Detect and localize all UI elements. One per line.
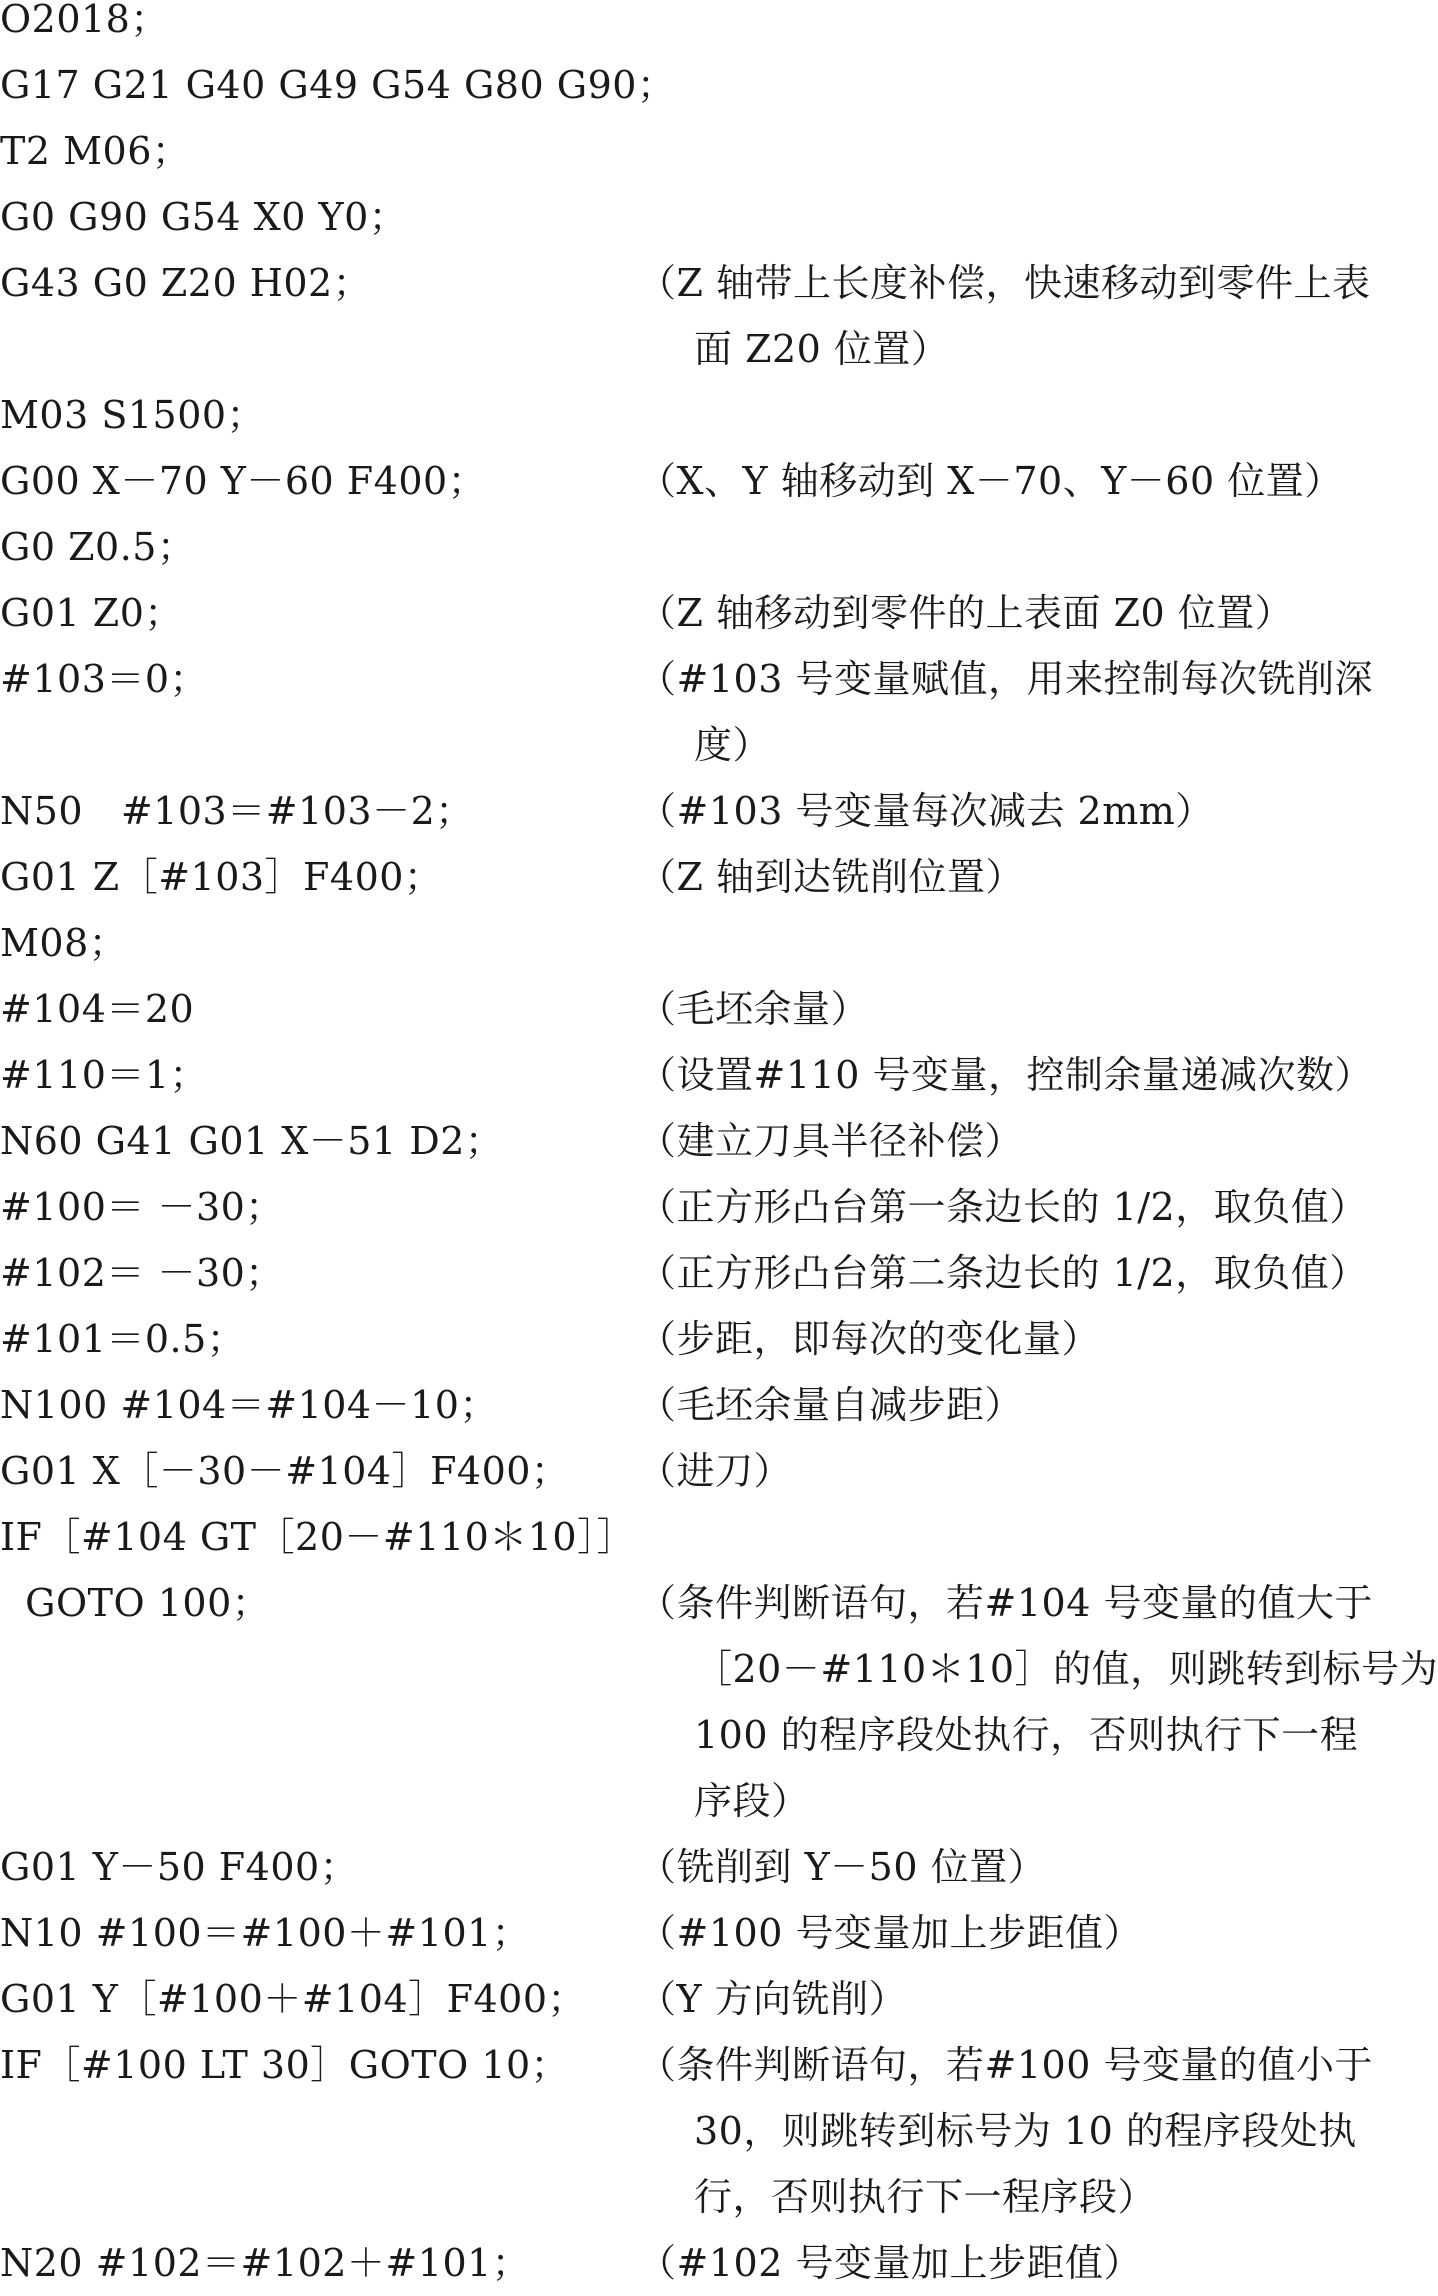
code-line: G01 Z［#103］F400； [0,855,443,899]
code-line: M03 S1500； [0,393,266,437]
code-line: O2018； [0,0,169,41]
code-line: G01 X［－30－#104］F400； [0,1449,570,1493]
code-line: N20 #102＝#102＋#101； [0,2241,531,2285]
comment-line: （毛坯余量） [638,987,870,1031]
code-line: N100 #104＝#104－10； [0,1383,498,1427]
code-line: G0 G90 G54 X0 Y0； [0,195,408,239]
code-line: #103＝0； [0,657,209,701]
code-line: G01 Y－50 F400； [0,1845,359,1889]
code-line: G17 G21 G40 G49 G54 G80 G90； [0,63,676,107]
comment-line: 面 Z20 位置） [694,327,950,371]
code-line: G00 X－70 Y－60 F400； [0,459,487,503]
comment-line: （设置#110 号变量，控制余量递减次数） [638,1053,1373,1097]
code-line: N10 #100＝#100＋#101； [0,1911,531,1955]
code-line: M08； [0,921,128,965]
comment-line: （条件判断语句，若#100 号变量的值小于 [638,2043,1373,2087]
comment-line: 序段） [694,1779,810,1823]
comment-line: （#102 号变量加上步距值） [638,2241,1142,2285]
comment-line: 30，则跳转到标号为 10 的程序段处执 [694,2109,1357,2153]
comment-line: （步距，即每次的变化量） [638,1317,1101,1361]
comment-line: （建立刀具半径补偿） [638,1119,1024,1163]
code-line: IF［#104 GT［20－#110＊10］］ [0,1515,636,1559]
code-line: G01 Y［#100＋#104］F400； [0,1977,587,2021]
code-line: N50 #103＝#103－2； [0,789,474,833]
comment-line: （Z 轴移动到零件的上表面 Z0 位置） [638,591,1294,635]
code-line: #102＝ －30； [0,1251,284,1295]
comment-line: （#103 号变量赋值，用来控制每次铣削深 [638,657,1373,701]
comment-line: （毛坯余量自减步距） [638,1383,1024,1427]
comment-line: （Z 轴到达铣削位置） [638,855,1024,899]
comment-line: 度） [694,723,772,767]
comment-line: （#100 号变量加上步距值） [638,1911,1142,1955]
comment-line: （Z 轴带上长度补偿，快速移动到零件上表 [638,261,1371,305]
code-line: #104＝20 [0,987,195,1031]
comment-line: ［20－#110＊10］的值，则跳转到标号为 [694,1647,1438,1691]
comment-line: （Y 方向铣削） [638,1977,908,2021]
comment-line: （条件判断语句，若#104 号变量的值大于 [638,1581,1373,1625]
code-line: G01 Z0； [0,591,183,635]
comment-line: （进刀） [638,1449,793,1493]
code-line: GOTO 100； [0,1581,271,1625]
code-line: T2 M06； [0,129,191,173]
code-line: IF［#100 LT 30］GOTO 10； [0,2043,570,2087]
code-line: #110＝1； [0,1053,209,1097]
comment-line: （正方形凸台第二条边长的 1/2，取负值） [638,1251,1368,1295]
comment-line: （铣削到 Y－50 位置） [638,1845,1047,1889]
code-line: G0 Z0.5； [0,525,196,569]
code-line: #101＝0.5； [0,1317,246,1361]
code-line: G43 G0 Z20 H02； [0,261,372,305]
comment-line: （X、Y 轴移动到 X－70、Y－60 位置） [638,459,1343,503]
comment-line: 行，否则执行下一程序段） [694,2175,1157,2219]
comment-line: 100 的程序段处执行，否则执行下一程 [694,1713,1359,1757]
comment-line: （正方形凸台第一条边长的 1/2，取负值） [638,1185,1368,1229]
comment-line: （#103 号变量每次减去 2mm） [638,789,1214,833]
code-line: #100＝ －30； [0,1185,284,1229]
code-line: N60 G41 G01 X－51 D2； [0,1119,504,1163]
